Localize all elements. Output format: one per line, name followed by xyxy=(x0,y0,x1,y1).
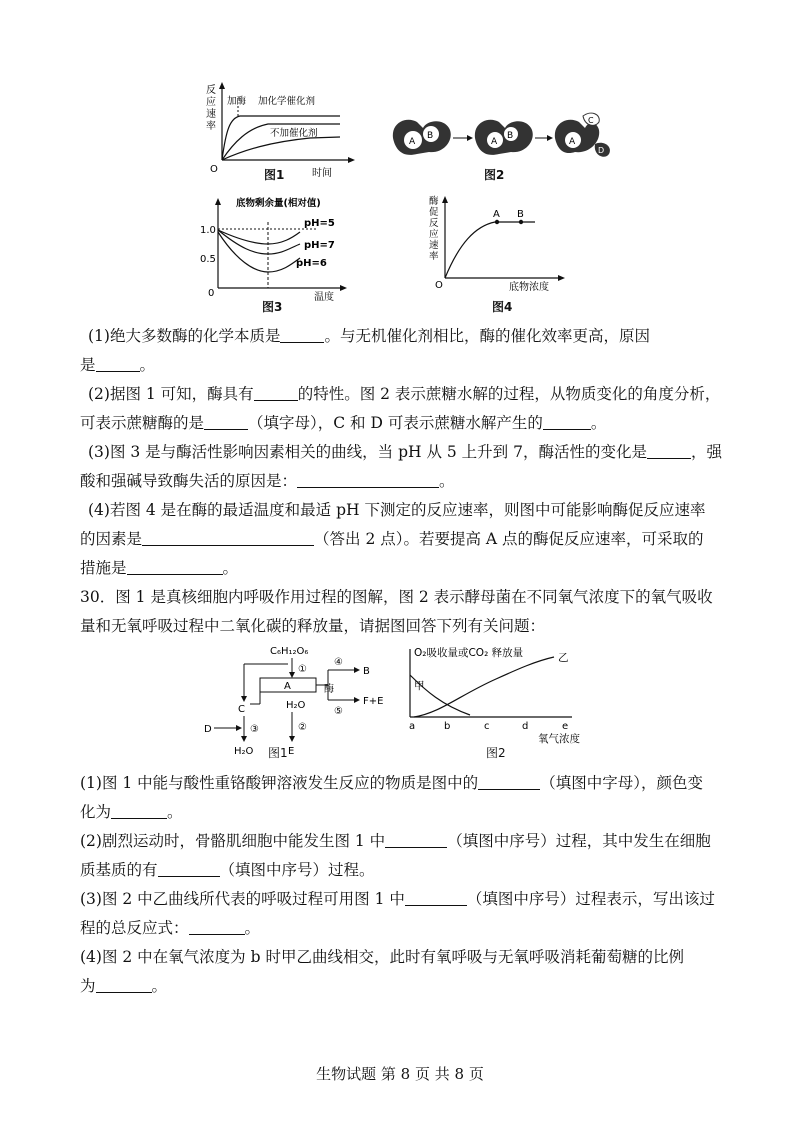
svg-text:D: D xyxy=(598,146,605,155)
svg-text:反: 反 xyxy=(206,85,216,96)
fig1-ylabel xyxy=(206,83,216,132)
resp-xtick-e: e xyxy=(562,721,569,732)
resp-xtick-d: d xyxy=(522,721,529,732)
resp-d: D xyxy=(204,724,212,735)
resp-fig1-caption: 图1 xyxy=(268,746,288,760)
svg-text:①: ① xyxy=(298,664,307,675)
question-30-3: (3)图 2 中乙曲线所代表的呼吸过程可用图 1 中 （填图中序号）过程表示，写出该过 程的总反应式： 。 xyxy=(80,890,715,937)
resp-xtick-b: b xyxy=(444,721,451,732)
svg-text:②: ② xyxy=(298,722,307,733)
page-footer: 生物试题 第 8 页 共 8 页 xyxy=(316,1065,484,1083)
fig1-origin: O xyxy=(210,164,218,175)
answer-blank-2-3[interactable] xyxy=(543,415,591,430)
resp-enzyme: 酶 xyxy=(324,684,334,695)
question-30-2: (2)剧烈运动时，骨骼肌细胞中能发生图 1 中 （填图中序号）过程，其中发生在细胞 质基质的有 （填图中序号）过程。 xyxy=(80,832,711,879)
question-3: (3)图 3 是与酶活性影响因素相关的曲线，当 pH 从 5 上升到 7，酶活性的变化是 ，强 酸和强碱导致酶失活的原因是： 。 xyxy=(80,443,722,490)
svg-text:应: 应 xyxy=(206,97,216,108)
question-1: (1)绝大多数酶的化学本质是 。与无机催化剂相比，酶的催化效率更高，原因 是 。 xyxy=(80,327,650,374)
fig4-origin: O xyxy=(435,280,443,291)
svg-text:率: 率 xyxy=(206,121,216,132)
answer-blank-3-2[interactable] xyxy=(297,473,439,488)
resp-h2o-mid: H₂O xyxy=(286,700,306,711)
svg-text:③: ③ xyxy=(250,724,259,735)
fig2-enzyme-1 xyxy=(393,120,451,155)
fig3-label-ph5: pH=5 xyxy=(304,218,335,229)
fig4-ylabel xyxy=(429,195,439,262)
fig4-xlabel: 底物浓度 xyxy=(509,282,549,293)
fig3-label-ph6: pH=6 xyxy=(296,258,327,269)
fig1-curve-none xyxy=(222,137,340,160)
fig1-label-chem: 加化学催化剂 xyxy=(258,96,316,107)
fig1-caption: 图1 xyxy=(264,168,285,182)
figure-4-rate-substrate xyxy=(425,194,575,294)
svg-text:A: A xyxy=(409,137,416,147)
svg-text:应: 应 xyxy=(429,229,439,240)
fig3-label-ph7: pH=7 xyxy=(304,240,335,251)
fig2-enzyme-2 xyxy=(475,120,533,155)
svg-text:A: A xyxy=(493,209,500,220)
svg-text:C: C xyxy=(588,116,594,125)
resp-e: E xyxy=(288,746,295,757)
fig3-curve-ph6 xyxy=(218,232,300,272)
svg-text:速: 速 xyxy=(206,109,216,120)
resp-xtick-a: a xyxy=(409,721,416,732)
fig3-ytick-05: 0.5 xyxy=(200,254,216,265)
fig3-xlabel: 温度 xyxy=(314,292,334,302)
svg-text:速: 速 xyxy=(429,240,439,251)
resp-fig2-xlabel: 氧气浓度 xyxy=(538,733,580,745)
svg-text:率: 率 xyxy=(429,251,439,262)
question-30-4: (4)图 2 中在氧气浓度为 b 时甲乙曲线相交，此时有氧呼吸与无氧呼吸消耗葡萄糖的比例 为 。 xyxy=(80,948,684,995)
question-30-intro: 30．图 1 是真核细胞内呼吸作用过程的图解，图 2 表示酵母菌在不同氧气浓度下的氧气吸收 量和无氧呼吸过程中二氧化碳的释放量，请据图回答下列有关问题： xyxy=(80,588,713,635)
answer-blank-3-1[interactable] xyxy=(647,444,691,459)
fig3-title: 底物剩余量(相对值) xyxy=(236,198,321,209)
answer-blank-2-1[interactable] xyxy=(254,386,298,401)
fig3-curve-ph5 xyxy=(218,230,300,244)
resp-b: B xyxy=(363,666,370,677)
svg-text:促: 促 xyxy=(429,207,439,218)
resp-fig2-caption: 图2 xyxy=(486,746,506,760)
svg-text:A: A xyxy=(569,137,576,147)
resp-label-jia: 甲 xyxy=(414,680,425,692)
svg-text:酶: 酶 xyxy=(429,196,439,207)
resp-fe: F+E xyxy=(363,696,384,707)
fig3-caption: 图3 xyxy=(262,300,283,314)
fig3-curve-ph7 xyxy=(218,230,300,254)
answer-blank-4-2[interactable] xyxy=(127,560,223,575)
answer-blank-30-4-1[interactable] xyxy=(96,978,152,993)
question-4: (4)若图 4 是在酶的最适温度和最适 pH 下测定的反应速率，则图中可能影响酶促反应速率 的因素是 （答出 2 点）。若要提高 A 点的酶促反应速率，可采取的 措施是 。 xyxy=(80,501,706,577)
question-2: (2)据图 1 可知，酶具有 的特性。图 2 表示蔗糖水解的过程，从物质变化的角度分析， 可表示蔗糖酶的是 （填字母），C 和 D 可表示蔗糖水解产生的 。 xyxy=(80,385,721,432)
answer-blank-30-2-2[interactable] xyxy=(158,862,220,877)
svg-text:反: 反 xyxy=(429,218,439,229)
answer-blank-30-1-1[interactable] xyxy=(478,775,540,790)
resp-xtick-c: c xyxy=(484,721,490,732)
answer-blank-1-1[interactable] xyxy=(280,328,324,343)
answer-blank-1-2[interactable] xyxy=(96,357,140,372)
svg-text:⑤: ⑤ xyxy=(334,706,343,717)
svg-text:A: A xyxy=(491,137,498,147)
fig1-xlabel: 时间 xyxy=(312,168,332,179)
svg-text:B: B xyxy=(517,209,524,220)
fig4-caption: 图4 xyxy=(492,300,513,314)
question-30-1: (1)图 1 中能与酸性重铬酸钾溶液发生反应的物质是图中的 （填图中字母），颜色变 化为 。 xyxy=(80,774,703,821)
fig2-enzyme-3 xyxy=(555,113,610,157)
figure-1-enzyme-rate xyxy=(200,80,365,180)
figure-3-ph-curves xyxy=(196,192,371,302)
svg-text:B: B xyxy=(507,131,514,141)
resp-c: C xyxy=(238,704,245,715)
resp-fig2-ylabel: O₂吸收量或CO₂ 释放量 xyxy=(414,647,524,659)
resp-curve-yi xyxy=(414,657,554,717)
resp-figure-2-oxygen-curves xyxy=(400,645,600,755)
fig3-ytick-1: 1.0 xyxy=(200,225,216,236)
figure-2-sucrose-hydrolysis xyxy=(385,108,615,168)
fig2-caption: 图2 xyxy=(484,168,505,182)
fig4-curve xyxy=(445,222,535,278)
svg-text:A: A xyxy=(284,681,291,692)
answer-blank-30-3-2[interactable] xyxy=(189,920,245,935)
resp-h2o-bottom: H₂O xyxy=(234,746,254,757)
svg-text:④: ④ xyxy=(334,657,343,668)
resp-label-yi: 乙 xyxy=(558,652,569,664)
fig4-point-a xyxy=(495,220,499,224)
answer-blank-4-1[interactable] xyxy=(142,531,314,546)
svg-text:B: B xyxy=(427,131,434,141)
resp-glucose: C₆H₁₂O₆ xyxy=(270,646,309,657)
resp-figure-1-pathway xyxy=(200,642,390,762)
answer-blank-30-3-1[interactable] xyxy=(405,891,467,906)
fig1-label-enzyme: 加酶 xyxy=(227,96,247,107)
fig3-origin: 0 xyxy=(208,288,215,299)
answer-blank-2-2[interactable] xyxy=(204,415,248,430)
answer-blank-30-2-1[interactable] xyxy=(385,833,447,848)
fig1-label-none: 不加催化剂 xyxy=(270,128,318,139)
fig4-point-b xyxy=(519,220,523,224)
answer-blank-30-1-2[interactable] xyxy=(111,804,167,819)
